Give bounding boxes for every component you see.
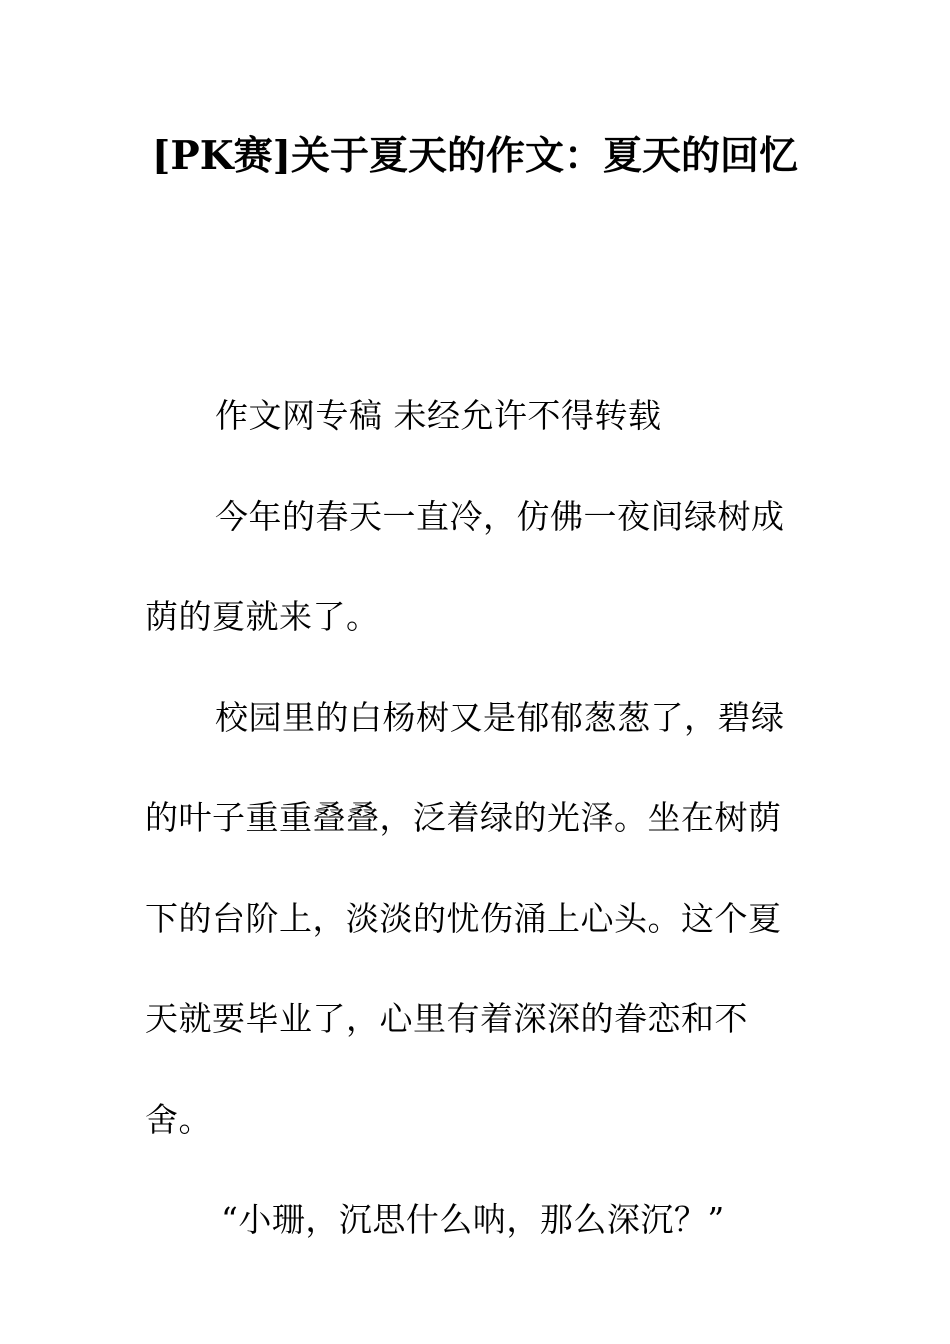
paragraph-spring: 今年的春天一直冷，仿佛一夜间绿树成荫的夏就来了。 <box>145 496 785 636</box>
document-body <box>145 366 785 1271</box>
paragraph-campus: 校园里的白杨树又是郁郁葱葱了，碧绿的叶子重重叠叠，泛着绿的光泽。坐在树荫下的台阶上，淡淡的忧伤涌上心头。这个夏天就要毕业了，心里有着深深的眷恋和不舍。 <box>145 697 785 1139</box>
paragraph-dialogue: “小珊，沉思什么呐，那么深沉？” <box>221 1200 725 1239</box>
paragraph-copyright-notice: 作文网专稿 未经允许不得转载 <box>215 396 662 435</box>
document-title: [PK赛]关于夏天的作文：夏天的回忆 <box>151 133 799 179</box>
